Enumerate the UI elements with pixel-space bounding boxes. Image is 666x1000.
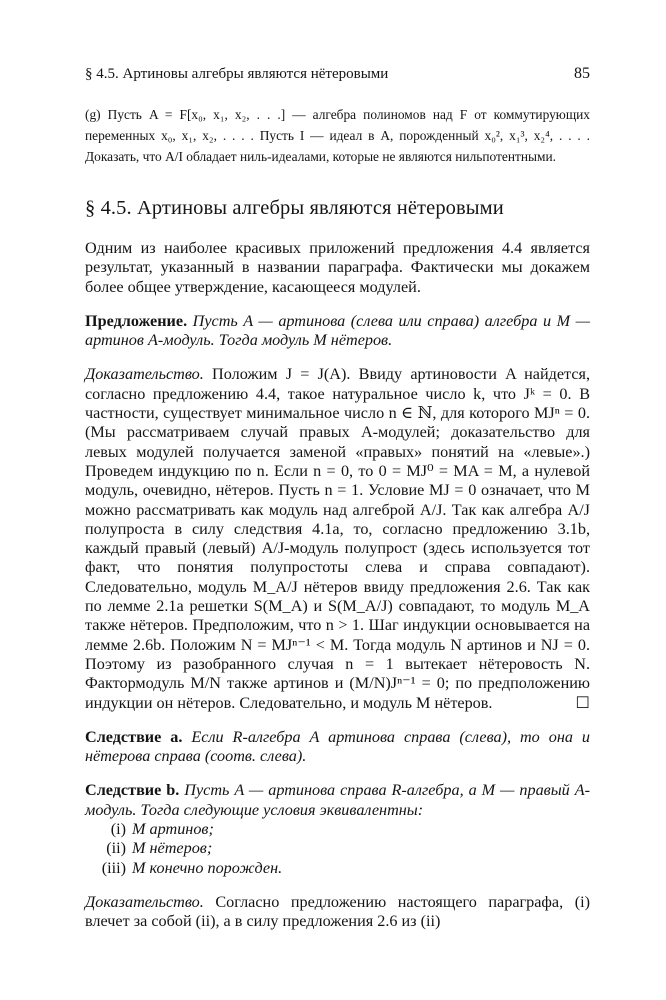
- proposition-label: Предложение.: [85, 311, 188, 330]
- list-item: [88, 820, 590, 839]
- corollary-b-label: Следствие b.: [85, 781, 180, 800]
- intro-paragraph: Одним из наиболее красивых приложений предложения 4.4 является результат, указанный в названии параграфа. Фактически мы докажем более общее утверждение, касающееся модулей.: [85, 239, 590, 296]
- running-title: § 4.5. Артиновы алгебры являются нётеровыми: [85, 66, 389, 82]
- proof-2-text: Согласно предложению настоящего параграфа, (i) влечет за собой (ii), а в силу предложения 2.6 из (ii): [85, 892, 591, 931]
- list-item: [88, 839, 590, 858]
- proposition-text: Пусть A — артинова (слева или справа) алгебра и M — артинов A-модуль. Тогда модуль M нётеров.: [85, 311, 590, 350]
- corollary-a-text: Если R-алгебра A артинова справа (слева), то она и нётерова справа (соотв. слева).: [85, 727, 590, 766]
- proof-paragraph: [85, 365, 590, 712]
- list-item-number: (ii): [106, 839, 126, 858]
- qed-symbol: ☐: [575, 693, 590, 712]
- proposition: [85, 312, 590, 351]
- conditions-list: [85, 820, 590, 878]
- exercise-g: [85, 104, 590, 167]
- list-item-text: M конечно порожден.: [132, 858, 283, 877]
- list-item-text: M артинов;: [132, 820, 214, 839]
- list-item-number: (iii): [101, 858, 126, 877]
- proof-2-label: Доказательство.: [85, 892, 204, 911]
- proof-label: Доказательство.: [85, 365, 204, 384]
- exercise-text: (g) Пусть A = F[x₀, x₁, x₂, . . .] — алгебра полиномов над F от коммутирующих переменных x₀, x₁, x₂, . . . . Пусть I — идеал в A, порожденный x₀², x₁³, x₂⁴, . . . . Доказать, что A/I обладает ниль-идеалами, которые не являются нильпотентными.: [85, 107, 590, 164]
- list-item: [88, 859, 590, 878]
- page: [85, 64, 590, 932]
- corollary-b: [85, 781, 590, 820]
- section-title: § 4.5. Артиновы алгебры являются нётеровыми: [85, 197, 504, 219]
- proof-paragraph-2: [85, 893, 590, 932]
- corollary-b-text: Пусть A — артинова справа R-алгебра, а M — правый A-модуль. Тогда следующие условия эквивалентны:: [85, 781, 590, 819]
- page-number: 85: [574, 65, 590, 82]
- corollary-a-label: Следствие a.: [85, 727, 183, 746]
- corollary-a: [85, 728, 590, 767]
- list-item-number: (i): [110, 820, 126, 839]
- running-header: [85, 64, 590, 84]
- proof-text: Положим J = J(A). Ввиду артиновости A найдется, согласно предложению 4.4, такое натуральное число k, что Jᵏ = 0. В частности, существует минимальное число n ∈ ℕ, для которого MJⁿ = 0. (Мы рассматриваем случай правых A-модулей; доказательство для левых модулей получается заменой «правых» понятий на «левые».) Проведем индукцию по n. Если n = 0, то 0 = MJ⁰ = MA = M, а нулевой модуль, очевидно, нётеров. Пусть n = 1. Условие MJ = 0 означает, что M можно рассматривать как модуль над алгеброй A/J. Так как алгебра A/J полупроста в силу следствия 4.1a, то, согласно предложению 3.1b, каждый правый (левый) A/J-модуль полупрост (здесь используется тот факт, что понятия полупростоты слева и справа совпадают). Следовательно, модуль M_A/J нётеров ввиду предложения 2.6. Так как по лемме 2.1a решетки S(M_A) и S(M_A/J) совпадают, то модуль M_A также нётеров. Предположим, что n > 1. Шаг индукции основывается на лемме 2.6b. Положим N = MJⁿ⁻¹ < M. Тогда модуль N артинов и NJ = 0. Поэтому из разобранного случая n = 1 вытекает нётеровость N. Фактормодуль M/N также артинов и (M/N)Jⁿ⁻¹ = 0; по предположению индукции он нётеров. Следовательно, и модуль M нётеров.: [85, 365, 591, 712]
- list-item-text: M нётеров;: [132, 839, 213, 858]
